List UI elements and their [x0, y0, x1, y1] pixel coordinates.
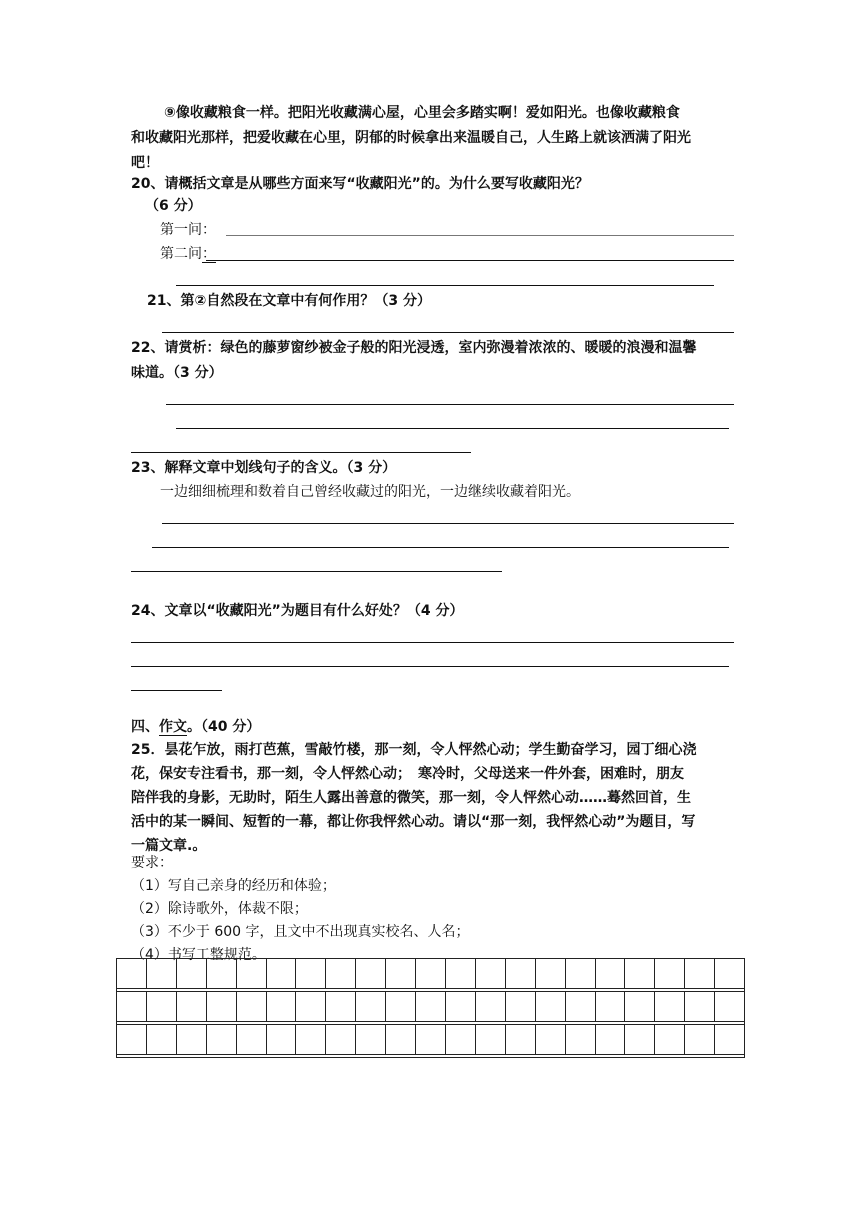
grid-cell[interactable]: [715, 1025, 745, 1054]
prompt-line-5: 一篇文章.。: [131, 838, 207, 854]
requirement-item: （1）写自己亲身的经历和体验；: [131, 878, 336, 894]
grid-cell[interactable]: [117, 992, 147, 1021]
writing-grid[interactable]: [116, 958, 745, 1058]
prompt-line-2: 花，保安专注看书，那一刻，令人怦然心动； 寒冷时，父母送来一件外套，困难时，朋友: [131, 766, 684, 782]
grid-cell[interactable]: [237, 992, 267, 1021]
grid-cell[interactable]: [446, 959, 476, 988]
grid-cell[interactable]: [655, 1025, 685, 1054]
question-22: [131, 338, 696, 358]
answer-line[interactable]: [131, 571, 502, 572]
grid-cell[interactable]: [326, 959, 356, 988]
answer-line[interactable]: [176, 285, 714, 286]
grid-cell[interactable]: [177, 959, 207, 988]
question-text: 、第②自然段在文章中有何作用？（3 分）: [166, 293, 431, 309]
grid-cell[interactable]: [625, 1025, 655, 1054]
requirement-item: （4）书写工整规范。: [131, 947, 266, 963]
grid-cell[interactable]: [326, 1025, 356, 1054]
grid-cell[interactable]: [655, 959, 685, 988]
grid-cell[interactable]: [596, 959, 626, 988]
para9-line1: ⑨像收藏粮食一样。把阳光收藏满心屋，心里会多踏实啊！爱如阳光。也像收藏粮食: [164, 105, 680, 121]
grid-cell[interactable]: [536, 959, 566, 988]
section-4-heading: 四、作文。（40 分）: [131, 719, 261, 735]
grid-cell[interactable]: [655, 992, 685, 1021]
grid-cell[interactable]: [416, 992, 446, 1021]
answer-line[interactable]: [206, 260, 734, 261]
grid-cell[interactable]: [416, 959, 446, 988]
answer-line[interactable]: [226, 235, 734, 236]
grid-cell[interactable]: [386, 992, 416, 1021]
grid-cell[interactable]: [326, 992, 356, 1021]
grid-cell[interactable]: [566, 992, 596, 1021]
question-number: 25: [131, 742, 151, 758]
grid-cell[interactable]: [566, 959, 596, 988]
second-question-label: 第二问：: [160, 246, 216, 262]
grid-row-spacer: [116, 1055, 745, 1058]
question-number: 22: [131, 340, 151, 356]
prompt-line-3: 陪伴我的身影，无助时，陌生人露出善意的微笑，那一刻，令人怦然心动……蓦然回首，生: [131, 790, 691, 806]
grid-cell[interactable]: [596, 992, 626, 1021]
grid-cell[interactable]: [506, 992, 536, 1021]
question-text: 、解释文章中划线句子的含义。（3 分）: [150, 460, 397, 476]
para9-line3: 吧！: [131, 155, 159, 171]
answer-line[interactable]: [131, 690, 222, 691]
quoted-sentence: 一边细细梳理和数着自己曾经收藏过的阳光，一边继续收藏着阳光。: [160, 484, 580, 500]
grid-cell[interactable]: [625, 992, 655, 1021]
question-20-score: （6 分）: [145, 198, 202, 214]
answer-line[interactable]: [176, 428, 729, 429]
grid-row: [116, 958, 745, 989]
requirements-heading: 要求：: [131, 855, 173, 871]
question-23: [131, 458, 396, 478]
grid-cell[interactable]: [596, 1025, 626, 1054]
first-question-label: 第一问：: [160, 222, 216, 238]
question-number: 24: [131, 603, 151, 619]
grid-cell[interactable]: [177, 992, 207, 1021]
question-22-line2: 味道。（3 分）: [131, 365, 223, 381]
question-21: [147, 291, 431, 311]
grid-cell[interactable]: [685, 992, 715, 1021]
grid-cell[interactable]: [416, 1025, 446, 1054]
question-number: 23: [131, 460, 151, 476]
grid-cell[interactable]: [476, 959, 506, 988]
grid-cell[interactable]: [446, 992, 476, 1021]
section-title: 作文: [159, 719, 187, 735]
answer-line[interactable]: [162, 332, 734, 333]
grid-cell[interactable]: [117, 1025, 147, 1054]
grid-cell[interactable]: [147, 992, 177, 1021]
answer-line[interactable]: [152, 547, 729, 548]
grid-cell[interactable]: [296, 992, 326, 1021]
answer-line[interactable]: [162, 523, 734, 524]
grid-cell[interactable]: [476, 992, 506, 1021]
grid-cell[interactable]: [566, 1025, 596, 1054]
grid-cell[interactable]: [625, 959, 655, 988]
question-text: ．昙花乍放，雨打芭蕉，雪敲竹楼，那一刻，令人怦然心动；学生勤奋学习，园丁细心浇: [150, 742, 697, 758]
question-number: 20: [131, 176, 151, 192]
grid-cell[interactable]: [476, 1025, 506, 1054]
question-number: 21: [147, 293, 167, 309]
question-24: [131, 601, 464, 621]
grid-cell[interactable]: [147, 959, 177, 988]
question-text: 、请概括文章是从哪些方面来写“收藏阳光”的。为什么要写收藏阳光？: [150, 176, 589, 192]
question-text: 、文章以“收藏阳光”为题目有什么好处？（4 分）: [150, 603, 464, 619]
grid-cell[interactable]: [267, 959, 297, 988]
question-text: 、请赏析：绿色的藤萝窗纱被金子般的阳光浸透，室内弥漫着浓浓的、暖暖的浪漫和温馨: [150, 340, 697, 356]
grid-cell[interactable]: [506, 959, 536, 988]
grid-cell[interactable]: [207, 959, 237, 988]
grid-cell[interactable]: [356, 992, 386, 1021]
grid-cell[interactable]: [237, 1025, 267, 1054]
grid-cell[interactable]: [147, 1025, 177, 1054]
grid-cell[interactable]: [207, 1025, 237, 1054]
grid-cell[interactable]: [685, 1025, 715, 1054]
grid-cell[interactable]: [536, 1025, 566, 1054]
grid-cell[interactable]: [506, 1025, 536, 1054]
grid-cell[interactable]: [296, 1025, 326, 1054]
grid-cell[interactable]: [536, 992, 566, 1021]
answer-line[interactable]: [166, 404, 734, 405]
grid-cell[interactable]: [296, 959, 326, 988]
grid-cell[interactable]: [386, 959, 416, 988]
requirement-item: （3）不少于 600 字，且文中不出现真实校名、人名；: [131, 924, 470, 940]
answer-line[interactable]: [131, 642, 734, 643]
grid-cell[interactable]: [715, 992, 745, 1021]
grid-cell[interactable]: [237, 959, 267, 988]
grid-cell[interactable]: [177, 1025, 207, 1054]
grid-cell[interactable]: [117, 959, 147, 988]
grid-cell[interactable]: [356, 1025, 386, 1054]
grid-cell[interactable]: [267, 992, 297, 1021]
requirement-item: （2）除诗歌外，体裁不限；: [131, 901, 308, 917]
grid-row: [116, 991, 745, 1022]
grid-cell[interactable]: [207, 992, 237, 1021]
grid-cell[interactable]: [356, 959, 386, 988]
grid-row: [116, 1024, 745, 1055]
grid-cell[interactable]: [685, 959, 715, 988]
answer-line[interactable]: [131, 666, 729, 667]
answer-line[interactable]: [131, 452, 471, 453]
grid-cell[interactable]: [386, 1025, 416, 1054]
prompt-line-4: 活中的某一瞬间、短暂的一幕，都让你我怦然心动。请以“那一刻，我怦然心动”为题目，写: [131, 814, 696, 830]
question-25: [131, 740, 696, 760]
grid-cell[interactable]: [267, 1025, 297, 1054]
para9-line2: 和收藏阳光那样，把爱收藏在心里，阴郁的时候拿出来温暖自己，人生路上就该洒满了阳光: [131, 130, 691, 146]
question-20: [131, 174, 589, 194]
grid-cell[interactable]: [446, 1025, 476, 1054]
grid-cell[interactable]: [715, 959, 745, 988]
